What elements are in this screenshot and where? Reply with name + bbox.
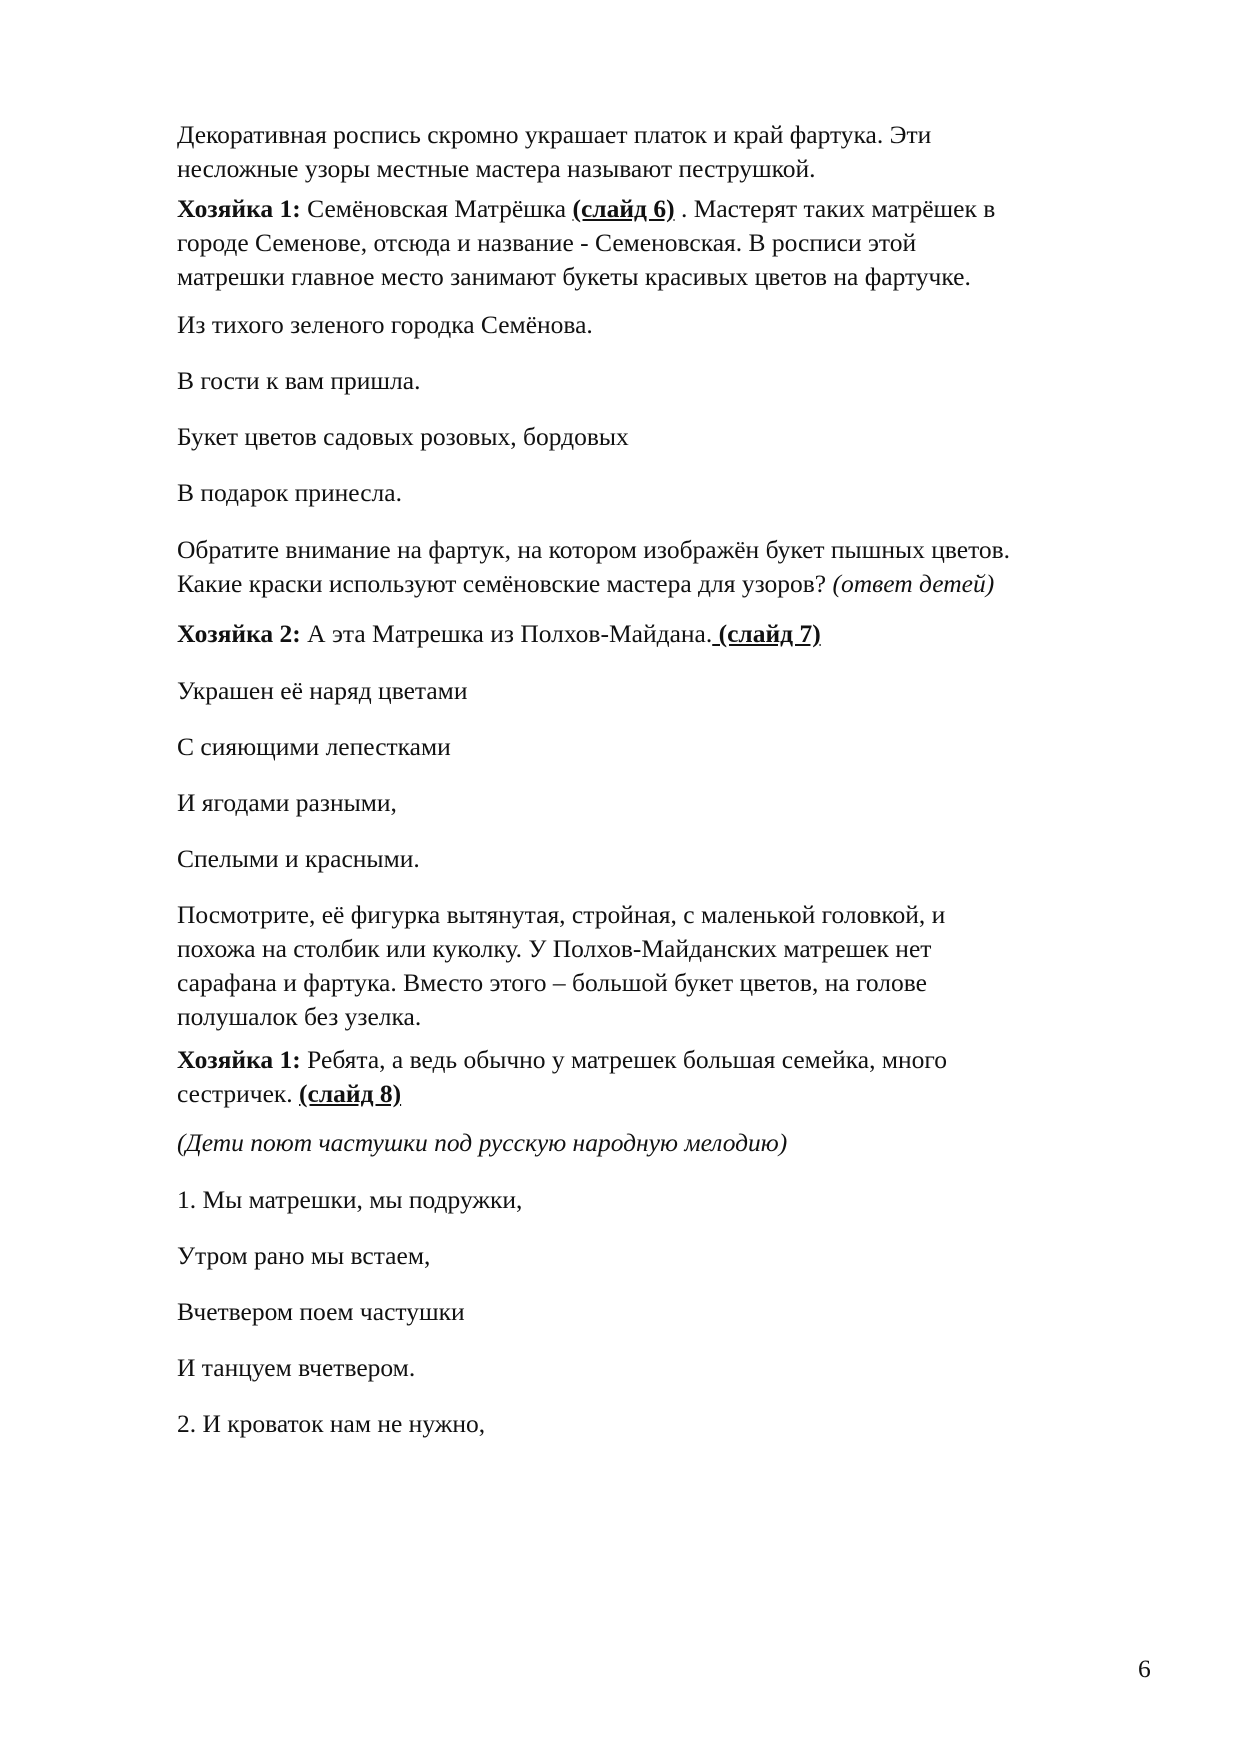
text-line (177, 567, 1127, 601)
page-number: 6 (1138, 1654, 1151, 1683)
children-answer-note: (ответ детей) (832, 569, 995, 598)
song-line: И танцуем вчетвером. (177, 1353, 416, 1382)
text-run: . Мастерят таких матрёшек в (674, 194, 996, 223)
slide-reference: (слайд 8) (299, 1079, 402, 1108)
stage-direction: (Дети поют частушки под русскую народную мелодию) (177, 1128, 788, 1157)
text-line: матрешки главное место занимают букеты красивых цветов на фартучке. (177, 262, 971, 291)
text-line: похожа на столбик или куколку. У Полхов-Майданских матрешек нет (177, 934, 932, 963)
text-line: несложные узоры местные мастера называют пеструшкой. (177, 154, 816, 183)
text-line: полушалок без узелка. (177, 1002, 422, 1031)
text-run: А эта Матрешка из Полхов-Майдана. (300, 619, 713, 648)
song-line: Утром рано мы встаем, (177, 1241, 431, 1270)
paragraph-semenov (177, 192, 1127, 294)
text-run: Семёновская Матрёшка (300, 194, 573, 223)
text-run: Какие краски используют семёновские мастера для узоров? (177, 569, 833, 598)
text-line (177, 1043, 1127, 1077)
slide-reference: (слайд 7) (712, 619, 821, 648)
paragraph-polkhov (177, 617, 1127, 651)
text-line: Посмотрите, её фигурка вытянутая, стройная, с маленькой головкой, и (177, 900, 946, 929)
paragraph-intro (177, 118, 1127, 186)
poem-line: Из тихого зеленого городка Семёнова. (177, 310, 593, 339)
text-line: сарафана и фартука. Вместо этого – большой букет цветов, на голове (177, 968, 927, 997)
song-line: 1. Мы матрешки, мы подружки, (177, 1185, 523, 1214)
paragraph-family (177, 1043, 1127, 1111)
text-line: Декоративная роспись скромно украшает платок и край фартука. Эти (177, 120, 932, 149)
text-run: сестричек. (177, 1079, 300, 1108)
text-line (177, 192, 1127, 226)
speaker-label: Хозяйка 1: (177, 194, 301, 223)
speaker-label: Хозяйка 2: (177, 619, 301, 648)
poem-line: Украшен её наряд цветами (177, 676, 468, 705)
speaker-label: Хозяйка 1: (177, 1045, 301, 1074)
song-line: 2. И кроваток нам не нужно, (177, 1409, 486, 1438)
poem-line: Букет цветов садовых розовых, бордовых (177, 422, 629, 451)
paragraph-apron (177, 533, 1127, 601)
text-line: Обратите внимание на фартук, на котором изображён букет пышных цветов. (177, 535, 1011, 564)
song-line: Вчетвером поем частушки (177, 1297, 465, 1326)
text-line (177, 617, 1127, 651)
paragraph-figure (177, 898, 1127, 1034)
slide-reference: (слайд 6) (572, 194, 675, 223)
text-line: городе Семенове, отсюда и название - Семеновская. В росписи этой (177, 228, 917, 257)
poem-line: Спелыми и красными. (177, 844, 420, 873)
poem-line: В подарок принесла. (177, 478, 402, 507)
text-line (177, 1077, 1127, 1111)
poem-line: В гости к вам пришла. (177, 366, 421, 395)
poem-line: С сияющими лепестками (177, 732, 451, 761)
poem-line: И ягодами разными, (177, 788, 397, 817)
text-run: Ребята, а ведь обычно у матрешек большая семейка, много (300, 1045, 947, 1074)
